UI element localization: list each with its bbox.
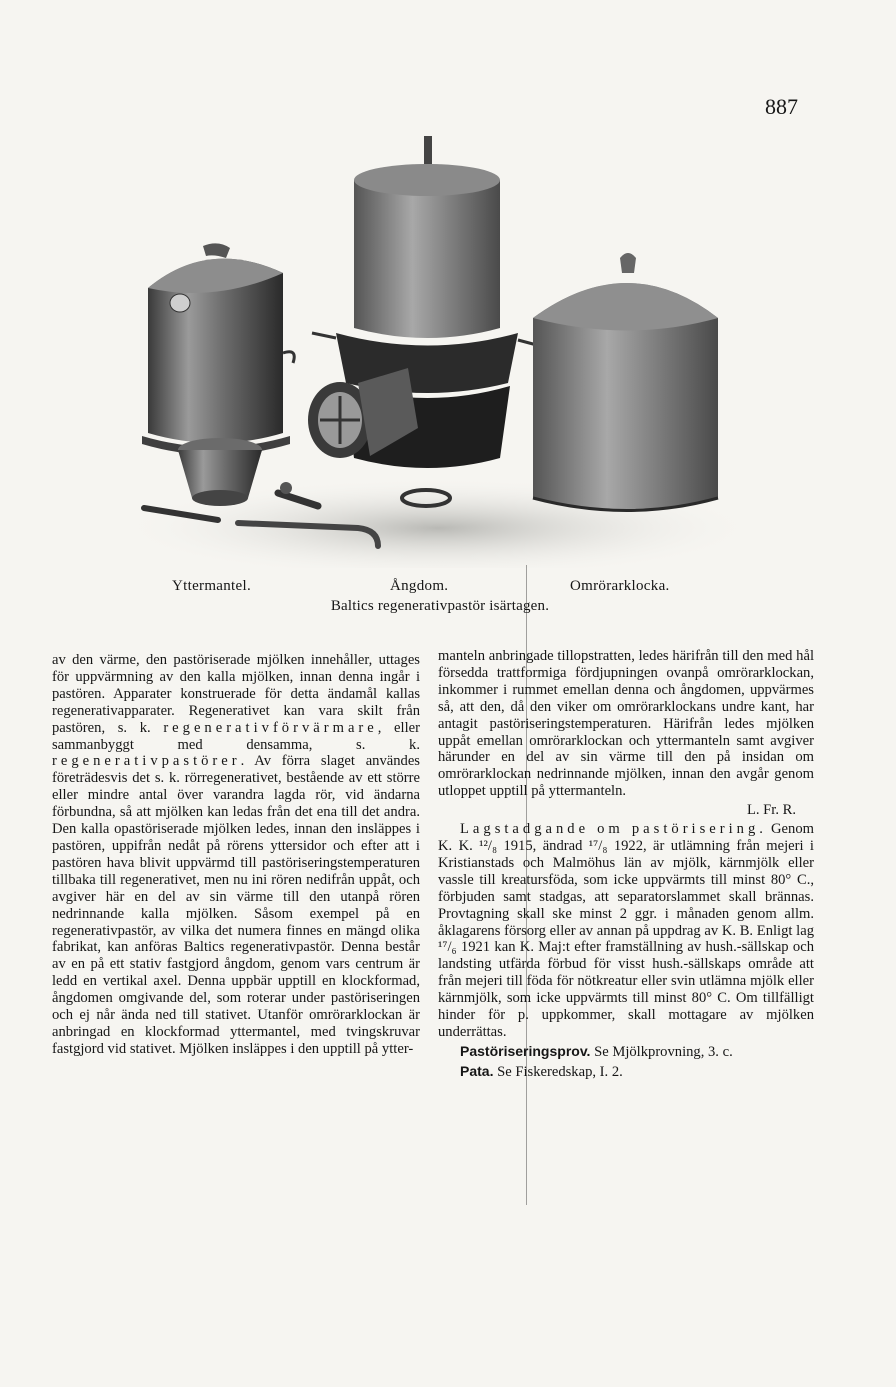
figure-caption: Baltics regenerativpastör isärtagen. — [330, 598, 550, 614]
right-text-column — [438, 648, 814, 1081]
label-outer-jacket: Yttermantel. — [172, 578, 251, 594]
term-regenerativforvarmare: regenerativförvärmare — [163, 719, 378, 736]
author-signature: L. Fr. R. — [746, 802, 796, 819]
right-paragraph-continued: manteln anbringade tillopstratten, ledes härifrån till den med hål försedda trattformiga fördjupningen ovanpå omrörarklockan, inkommer i rummet emellan denna och ångdomen, uppvärmes så, att den, då den viker om omrörarklockans undre kant, har antagit pastöriseringstemperaturen. Härifrån ledes mjölken uppåt emellan omrörarklockan och yttermanteln samt avgiver härunder en del av sin värme till den på insidan om omrörarklockan nedrinnande mjölken, innan den avgår genom utloppet upptill på yttermanteln. — [438, 648, 814, 800]
entry-pastoriseringsprov-head: Pastöriseringsprov. — [460, 1042, 591, 1059]
label-steam-dome: Ångdom. — [390, 578, 449, 594]
label-stirrer-bell: Omrörarklocka. — [570, 578, 670, 594]
left-paragraph — [52, 652, 420, 1058]
left-text-column — [52, 652, 420, 1058]
text-run: , eller sammanbyggt med densamma, s. k. — [52, 719, 420, 753]
entry-lagstadgande — [438, 821, 814, 1041]
figure-part-labels — [140, 578, 780, 598]
text-run: . Av förra slaget användes företrädesvis det s. k. rörregenerativet, bestående av ett större eller mindre antal över varandra lagda rör, vid ändarna förbundna, så att mjölken kan ledas från det ena till det andra. Den kalla opastöriserade mjölken ledes, innan den insläppes i pastören, uppifrån nedåt på rörens yttersidor och efter att i pastören hava blivit uppvärmd till pastöriseringstemperaturen tillbaka till regenerativet, men nu ini rören nedifrån uppåt, och avgiver här en del av sin värme till den utanpå rören nedrinnande kalla mjölken. Såsom exempel på en regenerativpastör, av vilka det numera finnes en mängd olika fabrikat, kan anföras Baltics regenerativpastör. Denna består av en på ett stativ fastgjord ångdom, genom vars centrum är ledd en vertikal axel. Denna uppbär upptill en klockformad, ångdomen omgivande del, som roterar under pastöriseringen och ej når ända ned till stativet. Utanför omrörarklockan är anbringad en klockformad yttermantel, med tvingskruvar fastgjord vid stativet. Mjölken insläppes i den upptill på ytter- — [52, 753, 420, 1057]
outer-jacket-part — [142, 243, 294, 455]
entry-lagstadgande-head: Lagstadgande om pastörisering. — [460, 821, 767, 838]
pasteurizer-illustration — [108, 128, 768, 568]
entry-pastoriseringsprov-body: Se Mjölkprovning, 3. c. — [590, 1043, 733, 1060]
page-number: 887 — [765, 94, 798, 119]
entry-lagstadgande-body: Genom K. K. ¹²/₈ 1915, ändrad ¹⁷/₈ 1922, är utlämning från mejeri i Kristianstads och Malmöhus län av mjölk, kärnmjölk eller vassle till kreatursföda, som icke uppvärmts till minst 80° C., förbjuden samt stadgas, att separatorslammet skall brännas. Provtagning skall ske minst 2 ggr. i månaden genom allm. åklagarens försorg eller av annan på uppdrag av K. B. Enligt lag ¹⁷/₆ 1921 kan K. Maj:t efter framställning av hush.-sällskap och landsting utfärda förbud för visst hush.-sällskaps område att från mejeri till föda för nötkreatur eller svin utlämna mjölk eller kärnmjölk, som icke uppvärmts till minst 80° C. Om tillfälligt hinder för p. uppkommer, skall mottagare av mjölken underrättas. — [438, 821, 814, 1040]
entry-pata-body: Se Fiskeredskap, I. 2. — [493, 1063, 623, 1080]
entry-pata-head: Pata. — [460, 1062, 494, 1079]
pasteurizer-parts-image — [108, 128, 768, 568]
text-run: av den värme, den pastöriserade mjölken innehåller, uttages för uppvärmning av den kalla mjölken, innan denna ingår i pastören. Apparater konstruerade för detta ändamål kallas regenerativapparater. Regenerativet kan vara skilt från pastören, s. k. — [52, 652, 420, 736]
term-regenerativpastorer: regenerativpastörer — [52, 753, 241, 770]
entry-pastoriseringsprov — [438, 1043, 814, 1061]
stirrer-bell-vessel — [533, 253, 718, 511]
entry-pata — [438, 1063, 814, 1081]
